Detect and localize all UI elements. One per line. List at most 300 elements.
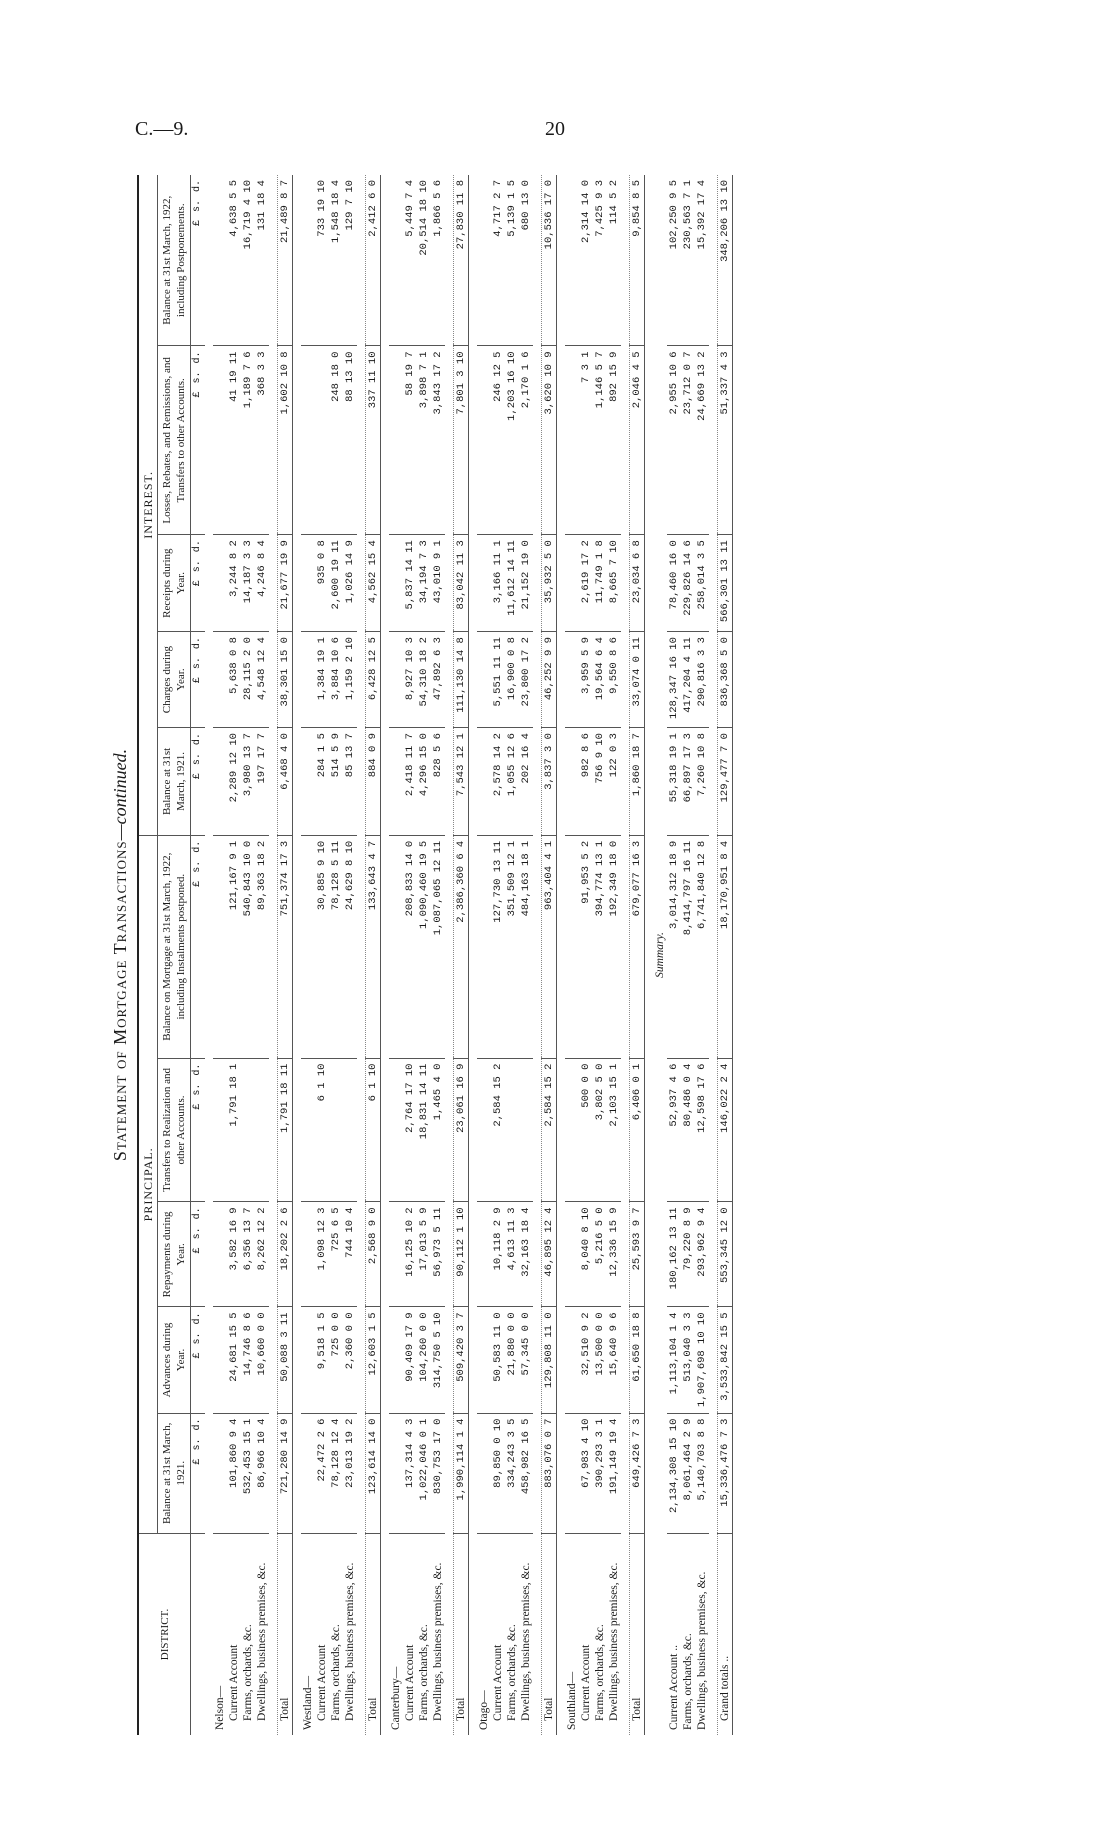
principal-cell: 25,593 9 7 (630, 1202, 645, 1307)
interest-cell: 83,042 11 3 (454, 535, 469, 632)
principal-cell: 6,356 13 7 (241, 1202, 255, 1307)
interest-cell: 2,418 11 7 (403, 728, 417, 836)
page-number: 20 (545, 118, 565, 140)
principal-cell: 90,112 1 10 (454, 1202, 469, 1307)
unit-label: d. (192, 840, 203, 853)
interest-cell: 114 5 2 (607, 175, 621, 346)
principal-cell (255, 1058, 269, 1202)
interest-cell: 43,010 9 1 (431, 535, 445, 632)
title-suffix: —continued. (110, 748, 130, 841)
table-row (607, 175, 621, 1735)
unit-label: s. (192, 200, 203, 213)
interest-cell: 46,252 9 9 (542, 632, 557, 728)
principal-cell (329, 1058, 343, 1202)
empty-cell (565, 1307, 579, 1413)
row-label: Grand totals .. (718, 1534, 733, 1736)
district-name-row (389, 175, 403, 1735)
empty-cell (477, 632, 491, 728)
principal-cell: 13,500 0 0 (593, 1307, 607, 1413)
empty-cell (389, 535, 403, 632)
principal-cell: 5,216 5 0 (593, 1202, 607, 1307)
principal-cell: 23,061 16 9 (454, 1058, 469, 1202)
unit-label: d. (192, 180, 203, 193)
interest-cell: 88 13 10 (343, 346, 357, 535)
principal-cell: 79,220 8 9 (681, 1202, 695, 1307)
interest-cell: 128,347 16 10 (667, 632, 681, 728)
empty-cell (565, 1413, 579, 1533)
empty-cell (213, 1307, 227, 1413)
principal-cell: 137,314 4 3 (403, 1413, 417, 1533)
row-label: Total (542, 1534, 557, 1736)
interest-cell: 78,460 16 0 (667, 535, 681, 632)
principal-cell: 12,336 15 9 (607, 1202, 621, 1307)
rotated-table-region (110, 175, 940, 1735)
empty-cell (213, 535, 227, 632)
interest-cell: 2,578 14 2 (491, 728, 505, 836)
empty-cell (213, 346, 227, 535)
unit-label: s. (192, 560, 203, 573)
interest-cell: 1,026 14 9 (343, 535, 357, 632)
principal-cell: 484,163 18 1 (519, 835, 533, 1058)
interest-cell: 85 13 7 (343, 728, 357, 836)
interest-cell: 21,489 8 7 (278, 175, 293, 346)
principal-cell: 91,953 5 2 (579, 835, 593, 1058)
interest-cell: 258,014 3 5 (695, 535, 709, 632)
interest-cell: 20,514 18 10 (417, 175, 431, 346)
table-row (579, 175, 593, 1735)
units-cell (191, 728, 206, 836)
interest-cell: 290,816 3 3 (695, 632, 709, 728)
empty-cell (301, 728, 315, 836)
row-label: Total (630, 1534, 645, 1736)
interest-cell: 756 9 10 (593, 728, 607, 836)
units-cell (191, 1307, 206, 1413)
principal-cell: 721,280 14 9 (278, 1413, 293, 1533)
table-row (343, 175, 357, 1735)
empty-cell (213, 1413, 227, 1533)
interest-cell: 6,428 12 5 (366, 632, 381, 728)
principal-cell: 751,374 17 3 (278, 835, 293, 1058)
principal-cell: 24,681 15 5 (227, 1307, 241, 1413)
principal-cell (505, 1058, 519, 1202)
principal-group-header: PRINCIPAL. (138, 835, 158, 1533)
empty-cell (477, 535, 491, 632)
title-main: Statement of Mortgage Transactions (110, 840, 130, 1162)
empty-cell (477, 175, 491, 346)
principal-cell: 8,040 8 10 (579, 1202, 593, 1307)
table-row (329, 175, 343, 1735)
empty-cell (301, 1202, 315, 1307)
units-cell (191, 835, 206, 1058)
interest-cell: 24,669 13 2 (695, 346, 709, 535)
empty-cell (389, 632, 403, 728)
spacer-row (445, 175, 454, 1735)
interest-cell: 1,055 12 6 (505, 728, 519, 836)
total-row (366, 175, 381, 1735)
principal-cell: 127,730 13 11 (491, 835, 505, 1058)
principal-cell: 10,118 2 9 (491, 1202, 505, 1307)
principal-cell: 513,040 3 3 (681, 1307, 695, 1413)
empty-cell (389, 1202, 403, 1307)
principal-cell: 744 10 4 (343, 1202, 357, 1307)
interest-cell: 2,600 19 11 (329, 535, 343, 632)
row-label: Current Account (404, 1644, 416, 1721)
row-label: Total (366, 1534, 381, 1736)
empty-cell (565, 1202, 579, 1307)
principal-cell: 61,650 18 8 (630, 1307, 645, 1413)
principal-cell: 80,486 0 4 (681, 1058, 695, 1202)
principal-cell: 17,013 5 9 (417, 1202, 431, 1307)
unit-label: s. (192, 860, 203, 873)
principal-cell: 192,349 18 0 (607, 835, 621, 1058)
principal-cell: 963,404 4 1 (542, 835, 557, 1058)
interest-cell: 11,612 14 11 (505, 535, 519, 632)
interest-cell: 982 8 6 (579, 728, 593, 836)
interest-cell: 55,318 19 1 (667, 728, 681, 836)
interest-cell: 3,959 5 9 (579, 632, 593, 728)
principal-cell: 8,262 12 2 (255, 1202, 269, 1307)
interest-cell: 131 18 4 (255, 175, 269, 346)
interest-cell: 4,548 12 4 (255, 632, 269, 728)
interest-cell: 3,166 11 1 (491, 535, 505, 632)
interest-cell: 2,314 14 0 (579, 175, 593, 346)
spacer-cell (269, 175, 278, 1735)
row-label: Dwellings, business premises, &c. (344, 1562, 356, 1721)
empty-cell (389, 728, 403, 836)
principal-cell: 15,336,476 7 3 (718, 1413, 733, 1533)
principal-col-header: Balance at 31st March, 1921. (158, 1413, 191, 1533)
interest-cell: 5,638 0 8 (227, 632, 241, 728)
principal-cell: 78,128 12 4 (329, 1413, 343, 1533)
units-cell (191, 632, 206, 728)
table-row (505, 175, 519, 1735)
spacer-row (621, 175, 630, 1735)
principal-cell: 2,134,308 15 10 (667, 1413, 681, 1533)
unit-label: s. (192, 1438, 203, 1451)
row-label: Farms, orchards, &c. (682, 1633, 694, 1730)
principal-cell: 6,741,840 12 8 (695, 835, 709, 1058)
principal-cell: 1,022,046 0 1 (417, 1413, 431, 1533)
table-row (315, 175, 329, 1735)
unit-label: d. (192, 637, 203, 650)
principal-cell: 334,243 3 5 (505, 1413, 519, 1533)
unit-label: £ (192, 1103, 203, 1110)
principal-cell: 2,584 15 2 (542, 1058, 557, 1202)
interest-cell: 47,892 6 3 (431, 632, 445, 728)
interest-cell: 122 0 3 (607, 728, 621, 836)
interest-cell: 7,543 12 1 (454, 728, 469, 836)
empty-cell (213, 175, 227, 346)
principal-cell: 32,163 18 4 (519, 1202, 533, 1307)
empty-cell (477, 346, 491, 535)
empty-cell (565, 1058, 579, 1202)
page-reference: C.—9. (135, 118, 189, 140)
empty-cell (301, 632, 315, 728)
empty-cell (389, 1413, 403, 1533)
interest-cell: 733 19 10 (315, 175, 329, 346)
unit-label: £ (192, 391, 203, 398)
principal-cell: 2,568 9 0 (366, 1202, 381, 1307)
spacer-row (533, 175, 542, 1735)
unit-label: £ (192, 880, 203, 887)
unit-label: s. (192, 1332, 203, 1345)
empty-cell (477, 1413, 491, 1533)
principal-cell: 679,077 16 3 (630, 835, 645, 1058)
principal-cell: 458,982 16 5 (519, 1413, 533, 1533)
empty-cell (389, 1307, 403, 1413)
district-header: DISTRICT. (138, 1534, 191, 1736)
row-label: Farms, orchards, &c. (242, 1624, 254, 1721)
principal-cell: 4,613 11 3 (505, 1202, 519, 1307)
principal-cell: 133,643 4 7 (366, 835, 381, 1058)
interest-cell: 284 1 5 (315, 728, 329, 836)
interest-cell: 1,860 18 7 (630, 728, 645, 836)
interest-cell: 35,932 5 0 (542, 535, 557, 632)
row-label: Dwellings, business premises, &c. (432, 1562, 444, 1721)
interest-cell: 41 19 11 (227, 346, 241, 535)
principal-cell: 104,260 0 0 (417, 1307, 431, 1413)
interest-cell: 2,289 12 10 (227, 728, 241, 836)
interest-cell: 337 11 10 (366, 346, 381, 535)
principal-cell: 52,937 4 6 (667, 1058, 681, 1202)
interest-cell: 8,665 7 10 (607, 535, 621, 632)
empty-cell (213, 632, 227, 728)
principal-cell: 78,128 5 11 (329, 835, 343, 1058)
unit-label: £ (192, 773, 203, 780)
principal-cell: 3,533,842 15 5 (718, 1307, 733, 1413)
unit-label: s. (192, 1083, 203, 1096)
principal-cell: 23,013 19 2 (343, 1413, 357, 1533)
interest-cell: 2,412 6 0 (366, 175, 381, 346)
principal-cell: 883,076 0 7 (542, 1413, 557, 1533)
interest-cell: 4,296 15 0 (417, 728, 431, 836)
table-row (431, 175, 445, 1735)
principal-cell: 351,509 12 1 (505, 835, 519, 1058)
district-name: Canterbury— (390, 1666, 402, 1730)
interest-cell: 38,301 15 0 (278, 632, 293, 728)
total-row (278, 175, 293, 1735)
interest-cell: 14,187 3 3 (241, 535, 255, 632)
interest-cell: 23,800 17 2 (519, 632, 533, 728)
unit-label: £ (192, 1352, 203, 1359)
spacer-cell (445, 175, 454, 1735)
summary-row (681, 175, 695, 1735)
spacer-row (469, 175, 478, 1735)
interest-cell: 828 5 6 (431, 728, 445, 836)
table-row (241, 175, 255, 1735)
unit-label: £ (192, 1458, 203, 1465)
interest-cell: 66,897 17 3 (681, 728, 695, 836)
empty-cell (389, 1058, 403, 1202)
interest-cell: 680 13 0 (519, 175, 533, 346)
unit-label: s. (192, 657, 203, 670)
principal-cell: 208,833 14 0 (403, 835, 417, 1058)
interest-cell: 111,130 14 8 (454, 632, 469, 728)
table-title (110, 175, 131, 1735)
principal-cell: 9,518 1 5 (315, 1307, 329, 1413)
spacer-cell (205, 175, 213, 1735)
interest-col-header: Charges during Year. (158, 632, 191, 728)
empty-cell (565, 728, 579, 836)
empty-cell (213, 728, 227, 836)
interest-cell: 27,830 11 8 (454, 175, 469, 346)
units-cell (191, 535, 206, 632)
unit-label: d. (192, 351, 203, 364)
empty-cell (213, 1058, 227, 1202)
empty-cell (213, 1202, 227, 1307)
units-row (191, 175, 206, 1735)
principal-cell: 86,966 10 4 (255, 1413, 269, 1533)
principal-cell (343, 1058, 357, 1202)
principal-cell: 1,465 4 0 (431, 1058, 445, 1202)
principal-cell: 540,843 10 0 (241, 835, 255, 1058)
spacer-cell (381, 175, 390, 1735)
empty-cell (477, 1058, 491, 1202)
empty-cell (301, 1413, 315, 1533)
principal-cell: 3,014,312 18 9 (667, 835, 681, 1058)
principal-cell: 293,962 9 4 (695, 1202, 709, 1307)
district-name: Nelson— (214, 1685, 226, 1730)
spacer-row (205, 175, 213, 1735)
empty-cell (565, 835, 579, 1058)
interest-cell: 102,250 9 5 (667, 175, 681, 346)
total-row (454, 175, 469, 1735)
interest-cell: 7,260 10 8 (695, 728, 709, 836)
interest-cell: 10,536 17 0 (542, 175, 557, 346)
interest-col-header: Losses, Rebates, and Remissions, and Transfers to other Accounts. (158, 346, 191, 535)
principal-cell: 123,614 14 0 (366, 1413, 381, 1533)
interest-cell: 2,170 1 6 (519, 346, 533, 535)
principal-cell: 509,420 3 7 (454, 1307, 469, 1413)
interest-cell: 3,980 13 7 (241, 728, 255, 836)
interest-cell: 417,204 4 11 (681, 632, 695, 728)
units-cell (191, 346, 206, 535)
interest-cell: 202 16 4 (519, 728, 533, 836)
spacer-row (381, 175, 390, 1735)
mortgage-transactions-table (137, 175, 733, 1735)
interest-cell: 348,206 13 10 (718, 175, 733, 346)
principal-cell: 6 1 10 (366, 1058, 381, 1202)
spacer-cell (293, 175, 302, 1735)
spacer-row (357, 175, 366, 1735)
principal-cell: 121,167 9 1 (227, 835, 241, 1058)
interest-cell: 7,801 3 10 (454, 346, 469, 535)
principal-cell: 2,764 17 10 (403, 1058, 417, 1202)
interest-group-header: INTEREST. (138, 175, 158, 835)
interest-cell: 16,900 0 8 (505, 632, 519, 728)
principal-cell: 129,808 11 0 (542, 1307, 557, 1413)
spacer-row (293, 175, 302, 1735)
table-row (491, 175, 505, 1735)
table-row (255, 175, 269, 1735)
row-label: Current Account (316, 1644, 328, 1721)
interest-cell: 884 0 9 (366, 728, 381, 836)
district-name-row (565, 175, 579, 1735)
interest-cell: 4,246 8 4 (255, 535, 269, 632)
principal-cell: 146,022 2 4 (718, 1058, 733, 1202)
row-label: Dwellings, business premises, &c. (520, 1562, 532, 1721)
principal-cell: 830,753 17 0 (431, 1413, 445, 1533)
unit-label: d. (192, 540, 203, 553)
principal-cell: 314,750 5 10 (431, 1307, 445, 1413)
principal-cell: 725 0 0 (329, 1307, 343, 1413)
interest-cell: 1,384 19 1 (315, 632, 329, 728)
interest-cell: 566,301 13 11 (718, 535, 733, 632)
principal-cell: 50,583 11 0 (491, 1307, 505, 1413)
principal-cell: 56,973 5 11 (431, 1202, 445, 1307)
row-label: Farms, orchards, &c. (506, 1624, 518, 1721)
principal-cell: 2,360 0 0 (343, 1307, 357, 1413)
interest-cell: 21,677 19 9 (278, 535, 293, 632)
principal-cell: 1,087,065 12 11 (431, 835, 445, 1058)
interest-cell: 9,854 8 5 (630, 175, 645, 346)
district-name-row (301, 175, 315, 1735)
interest-cell: 1,602 10 8 (278, 346, 293, 535)
empty-cell (301, 835, 315, 1058)
principal-cell: 67,983 4 10 (579, 1413, 593, 1533)
interest-cell: 51,337 4 3 (718, 346, 733, 535)
interest-cell: 5,139 1 5 (505, 175, 519, 346)
table-body (191, 175, 733, 1735)
empty-cell (389, 175, 403, 346)
table-row (417, 175, 431, 1735)
interest-cell: 4,638 5 5 (227, 175, 241, 346)
principal-cell: 1,098 12 3 (315, 1202, 329, 1307)
principal-cell: 1,090,460 19 5 (417, 835, 431, 1058)
summary-row (695, 175, 709, 1735)
summary-row (667, 175, 681, 1735)
principal-cell: 649,426 7 3 (630, 1413, 645, 1533)
row-label: Total (454, 1534, 469, 1736)
units-cell (191, 1202, 206, 1307)
interest-cell: 4,717 2 7 (491, 175, 505, 346)
spacer-row (557, 175, 566, 1735)
interest-cell: 836,368 5 0 (718, 632, 733, 728)
unit-label: £ (192, 1247, 203, 1254)
interest-cell: 3,244 8 2 (227, 535, 241, 632)
interest-cell: 2,046 4 5 (630, 346, 645, 535)
principal-cell: 3,582 16 9 (227, 1202, 241, 1307)
principal-cell: 180,162 13 11 (667, 1202, 681, 1307)
summary-heading: Summary. (654, 932, 666, 978)
interest-cell: 23,034 6 8 (630, 535, 645, 632)
district-name: Westland— (302, 1675, 314, 1730)
principal-cell: 24,629 8 10 (343, 835, 357, 1058)
table-row (227, 175, 241, 1735)
principal-cell: 1,990,114 1 4 (454, 1413, 469, 1533)
interest-cell: 230,563 7 1 (681, 175, 695, 346)
principal-cell: 2,584 15 2 (491, 1058, 505, 1202)
principal-cell: 394,774 13 1 (593, 835, 607, 1058)
principal-cell: 500 0 0 (579, 1058, 593, 1202)
interest-cell: 3,620 10 9 (542, 346, 557, 535)
spacer-row (269, 175, 278, 1735)
principal-cell: 553,345 12 0 (718, 1202, 733, 1307)
row-label: Dwellings, business premises, &c. (256, 1562, 268, 1721)
empty-cell (477, 1307, 491, 1413)
district-name: Otago— (478, 1690, 490, 1730)
interest-cell: 5,551 11 11 (491, 632, 505, 728)
interest-col-header: Balance at 31st March, 1922, including Postponements. (158, 175, 191, 346)
row-label: Current Account (492, 1644, 504, 1721)
interest-cell: 34,194 7 3 (417, 535, 431, 632)
empty-cell (301, 535, 315, 632)
principal-cell: 32,510 9 2 (579, 1307, 593, 1413)
interest-cell: 1,203 16 10 (505, 346, 519, 535)
interest-cell: 16,719 4 10 (241, 175, 255, 346)
grand-total-row (718, 175, 733, 1735)
principal-cell: 90,409 17 9 (403, 1307, 417, 1413)
